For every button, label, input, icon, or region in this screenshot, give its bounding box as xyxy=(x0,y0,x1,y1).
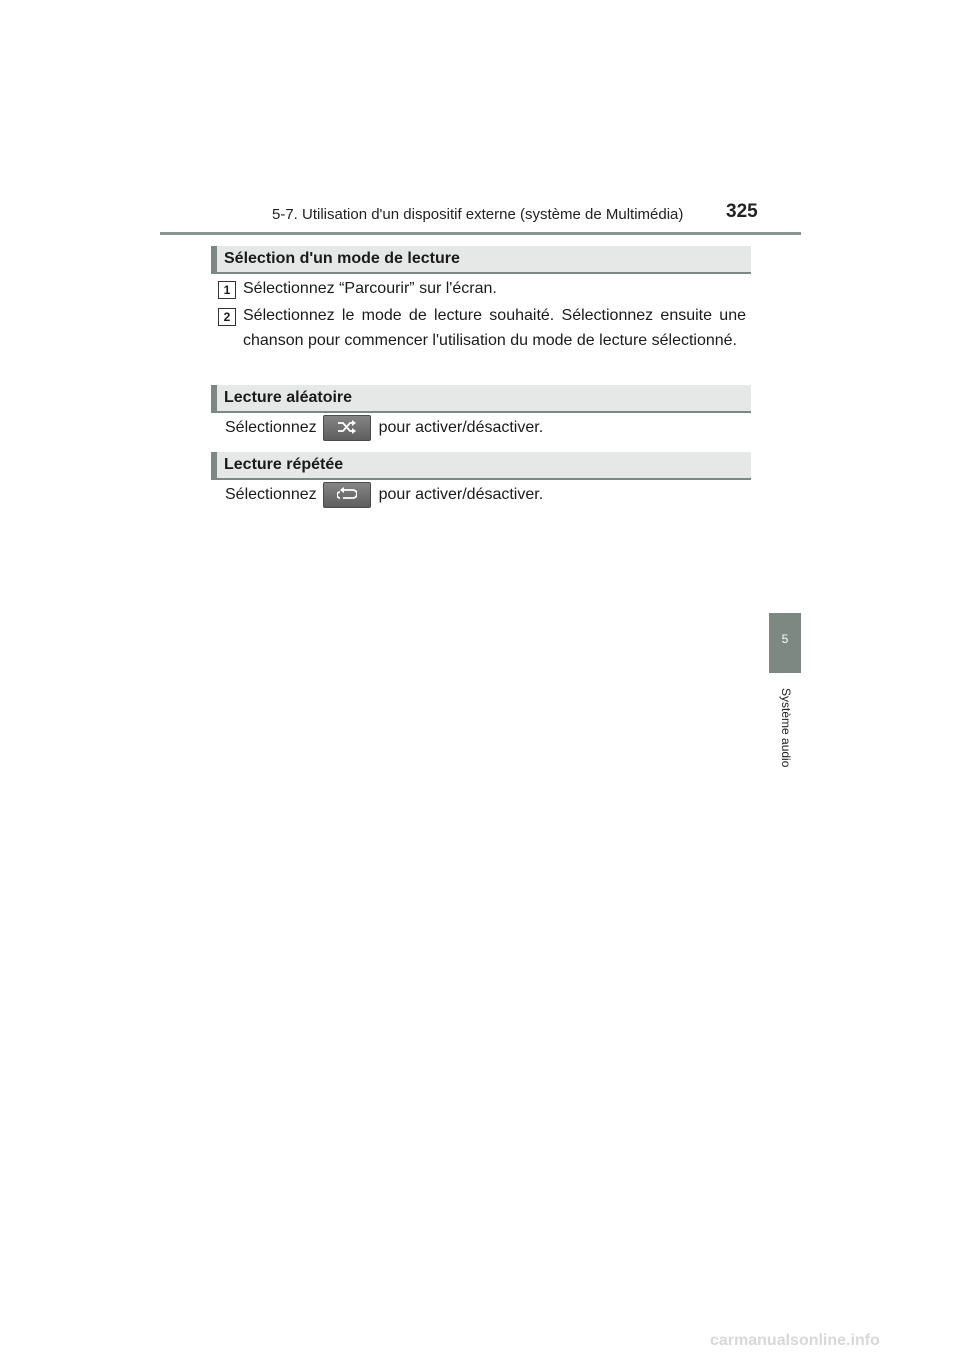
shuffle-icon xyxy=(337,419,357,435)
step-text-1: Sélectionnez “Parcourir” sur l'écran. xyxy=(243,280,497,297)
chapter-label: Système audio xyxy=(779,688,793,768)
repeat-instruction xyxy=(225,482,543,508)
repeat-button-image xyxy=(323,482,371,508)
step-number-2: 2 xyxy=(218,308,236,326)
instruction-after: pour activer/désactiver. xyxy=(378,419,544,436)
instruction-before: Sélectionnez xyxy=(225,486,317,503)
header-divider xyxy=(160,232,801,235)
shuffle-instruction xyxy=(225,415,543,441)
section-heading-text: Lecture répétée xyxy=(224,456,344,473)
step-text-2: Sélectionnez le mode de lecture souhaité. Sélectionnez ensuite une chanson pour commencer l'utilisation du mode de lecture sélectionné. xyxy=(243,307,746,349)
section-heading-lecture-aleatoire xyxy=(211,385,751,413)
section-heading-text: Lecture aléatoire xyxy=(224,389,353,406)
header-title: 5-7. Utilisation d'un dispositif externe (système de Multimédia) xyxy=(272,206,684,223)
shuffle-button-image xyxy=(323,415,371,441)
instruction-before: Sélectionnez xyxy=(225,419,317,436)
repeat-icon xyxy=(337,486,357,502)
step-number-1: 1 xyxy=(218,281,236,299)
section-heading-lecture-repetee xyxy=(211,452,751,480)
section-heading-text: Sélection d'un mode de lecture xyxy=(224,250,460,267)
instruction-after: pour activer/désactiver. xyxy=(378,486,544,503)
section-heading-mode-lecture xyxy=(211,246,751,274)
page-number: 325 xyxy=(726,201,758,222)
chapter-tab: 5 xyxy=(769,613,801,673)
watermark: carmanualsonline.info xyxy=(710,1332,880,1349)
